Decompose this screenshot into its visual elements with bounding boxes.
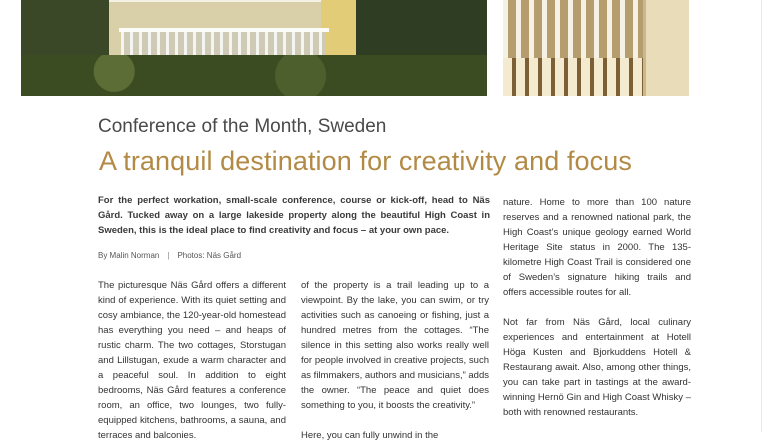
body-paragraph: Not far from Näs Gård, local culinary experiences and entertainment at Hotell Höga Kusten and Bjorkuddens Hotell & Restaurang await. Also, among other things, you can take part in tastings at the award-winning Hernö Gin and High Coast Whisky – both with renowned restaurants.: [503, 317, 691, 418]
body-paragraph: of the property is a trail leading up to a viewpoint. By the lake, you can swim, or try activities such as canoeing or fishing, just a hundred metres from the cottages. “The silence in this setting also works really well for people involved in creative projects, such as filmmakers, authors and musicians,” adds the owner. “The peace and quiet does something to you, it boosts the creativity.”: [301, 280, 489, 411]
page-edge: [761, 0, 762, 432]
body-column-1: [98, 278, 286, 441]
photo-wall: [643, 0, 689, 96]
byline-author: By Malin Norman: [98, 251, 160, 260]
terrace-photo: [503, 0, 689, 96]
byline-separator: |: [167, 251, 170, 260]
body-column-2: [301, 278, 489, 441]
photo-deck: [503, 58, 643, 96]
byline: [98, 251, 241, 260]
lead-paragraph: For the perfect workation, small-scale conference, course or kick-off, head to Näs Gård. Tucked away on a large lakeside property along the beautiful High Coast in Sweden, this is the ideal place to find creativity and focus – at your own pace.: [98, 195, 490, 236]
section-label: Conference of the Month, Sweden: [98, 116, 387, 137]
photo-bushes: [21, 55, 487, 96]
body-paragraph: The picturesque Näs Gård offers a different kind of experience. With its quiet setting and cosy ambiance, the 120-year-old homestead has everything you need – and heaps of rustic charm. The two cottages, Storstugan and Lillstugan, exude a warm character and a peaceful soul. In addition to eight bedrooms, Näs Gård features a conference room, an office, two lounges, two fully-equipped kitchens, bathrooms, a sauna, and terraces and balconies.: [98, 280, 286, 441]
photo-wall-edge: [643, 0, 646, 96]
photo-trees-left: [21, 0, 116, 60]
body-column-3: [503, 195, 691, 432]
house-photo: [21, 0, 487, 96]
photo-railing: [503, 0, 643, 58]
article-headline: A tranquil destination for creativity and focus: [99, 146, 632, 176]
body-paragraph: Here, you can fully unwind in the: [301, 430, 439, 441]
body-paragraph: nature. Home to more than 100 nature reserves and a renowned national park, the High Coast’s unique geology earned World Heritage Site status in 2000. The 135-kilometre High Coast Trail is considered one of Sweden’s signature hiking trails and offers accessible routes for all.: [503, 197, 691, 298]
photo-porch-rail: [119, 28, 329, 32]
byline-photos: Photos: Näs Gård: [177, 251, 242, 260]
